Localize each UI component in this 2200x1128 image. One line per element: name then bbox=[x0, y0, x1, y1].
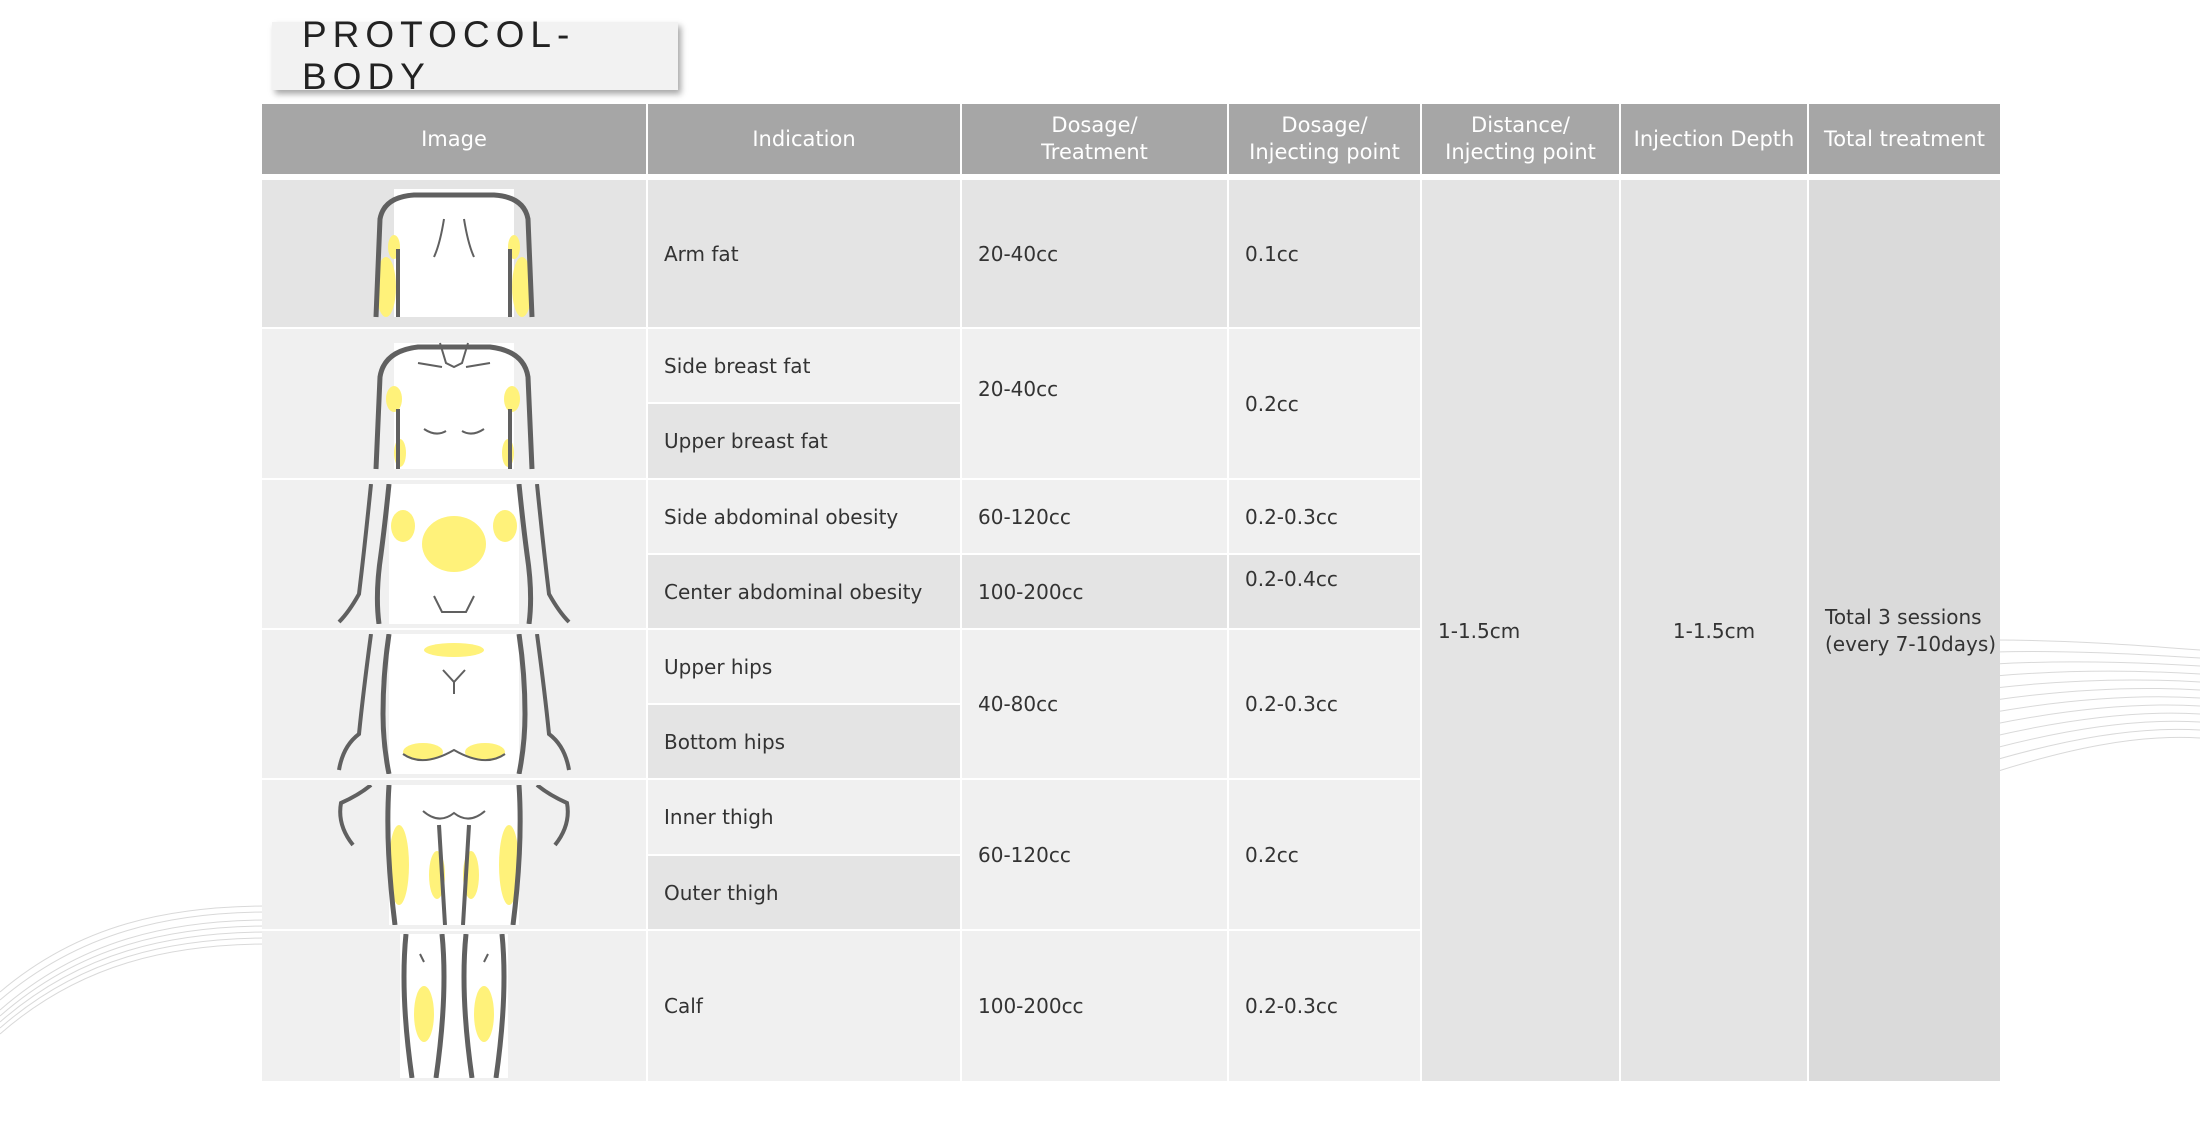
indication-cell: Side breast fat bbox=[648, 329, 960, 402]
dosage-point-cell: 0.1cc bbox=[1229, 180, 1420, 327]
image-cell-arms bbox=[262, 180, 646, 327]
chest-breast-icon bbox=[354, 337, 554, 471]
image-cell-thighs bbox=[262, 780, 646, 929]
indication-cell: Upper hips bbox=[648, 630, 960, 703]
dosage-point-cell: 0.2-0.3cc bbox=[1229, 630, 1420, 778]
header-dosage-point: Dosage/ Injecting point bbox=[1229, 104, 1420, 174]
indication-cell: Bottom hips bbox=[648, 705, 960, 778]
dosage-point-cell: 0.2-0.3cc bbox=[1229, 480, 1420, 553]
dosage-treatment-cell: 60-120cc bbox=[962, 480, 1227, 553]
dosage-treatment-cell: 100-200cc bbox=[962, 931, 1227, 1081]
dosage-point-cell: 0.2cc bbox=[1229, 780, 1420, 929]
calves-icon bbox=[384, 934, 524, 1078]
header-indication: Indication bbox=[648, 104, 960, 174]
image-cell-chest bbox=[262, 329, 646, 478]
dosage-point-cell: 0.2-0.3cc bbox=[1229, 931, 1420, 1081]
indication-cell: Arm fat bbox=[648, 180, 960, 327]
indication-cell: Outer thigh bbox=[648, 856, 960, 929]
indication-cell: Calf bbox=[648, 931, 960, 1081]
dosage-treatment-cell: 60-120cc bbox=[962, 780, 1227, 929]
dosage-treatment-cell: 100-200cc bbox=[962, 555, 1227, 628]
decorative-wave-left bbox=[0, 860, 270, 1040]
injection-depth-cell: 1-1.5cm bbox=[1621, 180, 1807, 1081]
dosage-treatment-cell: 40-80cc bbox=[962, 630, 1227, 778]
thighs-icon bbox=[319, 785, 589, 925]
indication-cell: Inner thigh bbox=[648, 780, 960, 854]
page-title: PROTOCOL-BODY bbox=[302, 14, 576, 97]
dosage-point-cell: 0.2-0.4cc bbox=[1229, 555, 1420, 628]
dosage-treatment-cell: 20-40cc bbox=[962, 329, 1227, 478]
header-distance-point: Distance/ Injecting point bbox=[1422, 104, 1619, 174]
total-treatment-cell: Total 3 sessions (every 7-10days) bbox=[1809, 180, 2000, 1081]
header-injection-depth: Injection Depth bbox=[1621, 104, 1807, 174]
distance-point-cell: 1-1.5cm bbox=[1422, 180, 1619, 1081]
image-cell-hips bbox=[262, 630, 646, 778]
header-image: Image bbox=[262, 104, 646, 174]
indication-cell: Upper breast fat bbox=[648, 404, 960, 478]
page-title-box bbox=[272, 14, 678, 97]
abdomen-icon bbox=[319, 484, 589, 624]
hips-icon bbox=[319, 634, 589, 774]
image-cell-abdomen bbox=[262, 480, 646, 628]
indication-cell: Side abdominal obesity bbox=[648, 480, 960, 553]
decorative-wave-right bbox=[1995, 620, 2200, 790]
image-cell-calves bbox=[262, 931, 646, 1081]
dosage-treatment-cell: 20-40cc bbox=[962, 180, 1227, 327]
dosage-point-cell: 0.2cc bbox=[1229, 329, 1420, 478]
header-dosage-treatment: Dosage/ Treatment bbox=[962, 104, 1227, 174]
header-total-treatment: Total treatment bbox=[1809, 104, 2000, 174]
upper-back-arms-icon bbox=[354, 189, 554, 319]
indication-cell: Center abdominal obesity bbox=[648, 555, 960, 628]
